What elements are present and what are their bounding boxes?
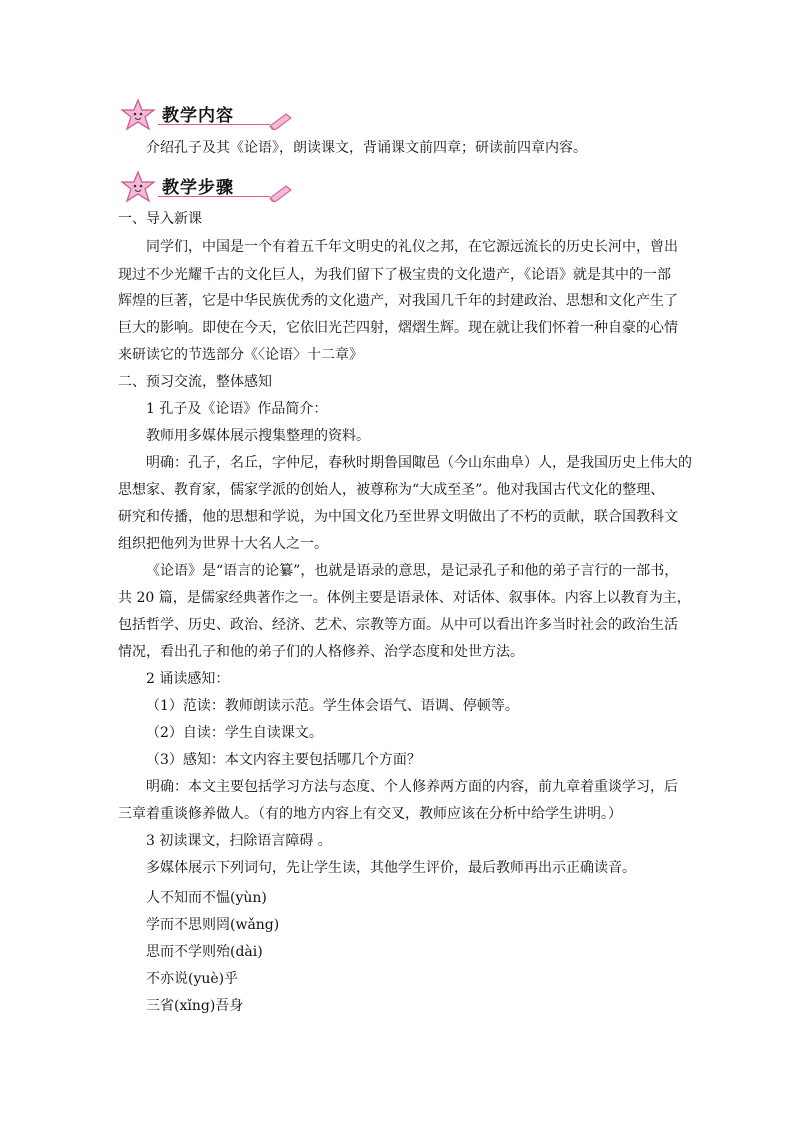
paragraph-line: 教师用多媒体展示搜集整理的资料。 — [146, 428, 370, 444]
section-heading-content — [118, 98, 288, 132]
section-heading-steps — [118, 170, 288, 204]
vocab-item: 三省(xǐng)吾身 — [146, 998, 244, 1014]
paragraph-line: 同学们，中国是一个有着五千年文明史的礼仪之邦，在它源远流长的历史长河中，曾出 — [146, 239, 678, 255]
star-icon — [118, 170, 158, 204]
paragraph-line: 三章着重谈修养做人。（有的地方内容上有交叉，教师应该在分析中给学生讲明。） — [118, 806, 622, 822]
paragraph-line: 巨大的影响。即使在今天，它依旧光芒四射，熠熠生辉。现在就让我们怀着一种自豪的心情 — [118, 320, 678, 336]
paragraph-line: 思想家、教育家，儒家学派的创始人，被尊称为“大成至圣”。他对我国古代文化的整理、 — [118, 482, 665, 498]
vocab-item: 思而不学则殆(dài) — [146, 944, 263, 960]
paragraph-line: 组织把他列为世界十大名人之一。 — [118, 536, 328, 552]
content-description: 介绍孔子及其《论语》，朗读课文，背诵课文前四章；研读前四章内容。 — [146, 140, 587, 156]
heading-intro: 一、导入新课 — [118, 211, 202, 227]
list-item: （2）自读：学生自读课文。 — [146, 725, 323, 741]
list-item: （1）范读：教师朗读示范。学生体会语气、语调、停顿等。 — [146, 698, 519, 714]
paragraph-line: 现过不少光耀千古的文化巨人，为我们留下了极宝贵的文化遗产，《论语》就是其中的一部 — [118, 267, 671, 283]
vocab-item: 不亦说(yuè)乎 — [146, 971, 239, 987]
paragraph-line: 明确：本文主要包括学习方法与态度、个人修养两方面的内容，前九章着重谈学习，后 — [146, 779, 678, 795]
pencil-icon — [268, 110, 294, 130]
paragraph-line: 来研读它的节选部分《〈论语〉十二章》 — [118, 347, 363, 363]
paragraph-line: 共 20 篇，是儒家经典著作之一。体例主要是语录体、对话体、叙事体。内容上以教育为主， — [118, 590, 691, 606]
paragraph-line: 研究和传播，他的思想和学说，为中国文化乃至世界文明做出了不朽的贡献，联合国教科文 — [118, 509, 678, 525]
subsection-title: 1 孔子及《论语》作品简介： — [146, 401, 328, 417]
paragraph-line: 包括哲学、历史、政治、经济、艺术、宗教等方面。从中可以看出许多当时社会的政治生活 — [118, 617, 678, 633]
vocab-item: 人不知而不愠(yùn) — [146, 890, 267, 906]
paragraph-line: 辉煌的巨著，它是中华民族优秀的文化遗产，对我国几千年的封建政治、思想和文化产生了 — [118, 293, 678, 309]
subsection-title: 3 初读课文，扫除语言障碍 。 — [146, 833, 332, 849]
pencil-icon — [268, 182, 294, 202]
vocab-item: 学而不思则罔(wǎng) — [146, 917, 280, 933]
section-underline — [158, 196, 270, 197]
paragraph-line: 情况，看出孔子和他的弟子们的人格修养、治学态度和处世方法。 — [118, 644, 524, 660]
section-title: 教学内容 — [162, 106, 234, 126]
paragraph-line: 多媒体展示下列词句，先让学生读，其他学生评价，最后教师再出示正确读音。 — [146, 860, 636, 876]
paragraph-line: 《论语》是“语言的论纂”，也就是语录的意思，是记录孔子和他的弟子言行的一部书， — [146, 563, 679, 579]
section-underline — [158, 124, 270, 125]
star-icon — [118, 98, 158, 132]
subsection-title: 2 诵读感知： — [146, 671, 230, 687]
list-item: （3）感知：本文内容主要包括哪几个方面？ — [146, 752, 421, 768]
section-title: 教学步骤 — [162, 178, 234, 198]
paragraph-line: 明确：孔子，名丘，字仲尼，春秋时期鲁国陬邑（今山东曲阜）人，是我国历史上伟大的 — [146, 455, 692, 471]
heading-preview: 二、预习交流，整体感知 — [118, 374, 272, 390]
